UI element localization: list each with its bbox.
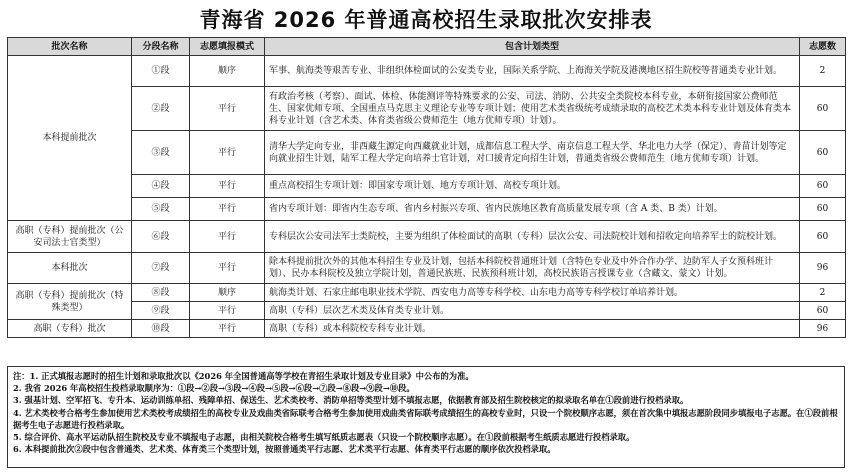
plan-types: 专科层次公安司法军士类院校，主要为组织了体检面试的高职（专科）层次公安、司法院校计划和招收定向培养军士的院校计划。 xyxy=(265,221,800,253)
fill-mode: 平行 xyxy=(190,198,265,221)
table-row xyxy=(8,198,846,221)
note-item: 2. 我省 2026 年高校招生投档录取顺序为：①段→②段→③段→④段→⑤段→⑥段→⑦段→⑧段→⑨段→⑩段。 xyxy=(13,383,415,394)
segment-name: ⑩段 xyxy=(132,320,190,338)
table-row xyxy=(8,320,846,338)
table-row xyxy=(8,175,846,198)
batch-name: 本科提前批次 xyxy=(8,56,132,221)
choice-count: 60 xyxy=(800,221,846,253)
plan-types: 军事、航海类等艰苦专业、非组织体检面试的公安类专业，国际关系学院、上海海关学院及港澳地区招生院校等普通类专业计划。 xyxy=(265,56,800,87)
choice-count: 60 xyxy=(800,131,846,175)
table-row xyxy=(8,56,846,87)
segment-name: ⑥段 xyxy=(132,221,190,253)
segment-name: ①段 xyxy=(132,56,190,87)
header-count: 志愿数 xyxy=(800,38,846,56)
table-row xyxy=(8,253,846,284)
plan-types: 高职（专科）或本科院校专科专业计划。 xyxy=(265,320,800,338)
segment-name: ⑦段 xyxy=(132,253,190,284)
batch-name: 本科批次 xyxy=(8,253,132,284)
fill-mode: 平行 xyxy=(190,87,265,131)
fill-mode: 平行 xyxy=(190,131,265,175)
note-item: 5. 综合评价、高水平运动队招生院校及专业不填报电子志愿，由相关院校合格考生填写纸质志愿表（只设一个院校顺序志愿）。在①段前根据考生纸质志愿进行投档录取。 xyxy=(13,432,635,443)
header-batch: 批次名称 xyxy=(8,38,132,56)
page-title: 青海省 2026 年普通高校招生录取批次安排表 xyxy=(199,8,653,32)
note-item: 4. 艺术类校考合格考生参加使用艺术类校考成绩招生的高校专业及戏曲类省际联考合格考生参加使用戏曲类省际联考成绩招生的高校专业时，只设一个院校顺序志愿，须在首次集中填报志愿阶段同步填报电子志愿。在①段前根据考生电子志愿进行投档录取。 xyxy=(13,407,838,430)
header-mode: 志愿填报模式 xyxy=(190,38,265,56)
choice-count: 96 xyxy=(800,253,846,284)
plan-types: 清华大学定向专业，非西藏生源定向西藏就业计划，成都信息工程大学、南京信息工程大学、华北电力大学（保定）、青苗计划等定向就业招生计划，陆军工程大学定向培养士官计划，对口援青定向招生计划，普通类省级公费师范生（地方优师专项）计划。 xyxy=(265,131,800,175)
choice-count: 60 xyxy=(800,175,846,198)
segment-name: ⑤段 xyxy=(132,198,190,221)
segment-name: ③段 xyxy=(132,131,190,175)
plan-types: 除本科提前批次外的其他本科招生专业及计划，包括本科院校普通班计划（含特色专业及中外合作办学、边防军人子女预科班计划）、民办本科院校及独立学院计划，普通民族班、民族预科班计划，高校民族语言授课专业（含藏文、蒙文）计划。 xyxy=(265,253,800,284)
header-plan-type: 包含计划类型 xyxy=(265,38,800,56)
segment-name: ⑧段 xyxy=(132,284,190,302)
table-row xyxy=(8,302,846,320)
plan-types: 高职（专科）层次艺术类及体育类专业计划。 xyxy=(265,302,800,320)
choice-count: 60 xyxy=(800,198,846,221)
batch-name: 高职（专科）提前批次（公安司法士官类型） xyxy=(8,221,132,253)
fill-mode: 平行 xyxy=(190,302,265,320)
fill-mode: 平行 xyxy=(190,221,265,253)
note-item: 3. 强基计划、空军招飞、专升本、运动训练单招、残障单招、保送生、艺术类校考、消防单招等类型计划不填报志愿，依据教育部及招生院校核定的拟录取名单在①段前进行投档录取。 xyxy=(13,395,689,406)
segment-name: ②段 xyxy=(132,87,190,131)
segment-name: ④段 xyxy=(132,175,190,198)
batch-name: 高职（专科）批次 xyxy=(8,320,132,338)
notes-section xyxy=(7,366,845,468)
segment-name: ⑨段 xyxy=(132,302,190,320)
batch-name: 高职（专科）提前批次（特殊类型） xyxy=(8,284,132,320)
table-row xyxy=(8,87,846,131)
choice-count: 2 xyxy=(800,56,846,87)
note-item: 注：1. 正式填报志愿时的招生计划和录取批次以《2026 年全国普通高等学校在青招生录取计划及专业目录》中公布的为准。 xyxy=(13,371,474,381)
fill-mode: 顺序 xyxy=(190,56,265,87)
fill-mode: 顺序 xyxy=(190,284,265,302)
plan-types: 省内专项计划：即省内生态专项、省内乡村振兴专项、省内民族地区教育高质量发展专项（含 A 类、B 类）计划。 xyxy=(265,198,800,221)
plan-types: 航海类计划、石家庄邮电职业技术学院、西安电力高等专科学校、山东电力高等专科学校订单培养计划。 xyxy=(265,284,800,302)
table-row xyxy=(8,221,846,253)
choice-count: 2 xyxy=(800,284,846,302)
fill-mode: 平行 xyxy=(190,253,265,284)
table-row xyxy=(8,131,846,175)
table-row xyxy=(8,284,846,302)
plan-types: 有政治考核（考察）、面试、体检、体能测评等特殊要求的公安、司法、消防、公共安全类院校本科专业，本研衔接国家公费师范生、国家优师专项、全国重点马克思主义理论专业等专项计划；使用艺术类省级统考成绩录取的高校艺术类本科专业计划及体育类本科专业计划（含艺术类、体育类省级公费师范生（地方优师专项）计划）。 xyxy=(265,87,800,131)
plan-types: 重点高校招生专项计划：即国家专项计划、地方专项计划、高校专项计划。 xyxy=(265,175,800,198)
choice-count: 60 xyxy=(800,302,846,320)
table-header-row xyxy=(8,38,846,56)
fill-mode: 平行 xyxy=(190,320,265,338)
choice-count: 96 xyxy=(800,320,846,338)
note-item: 6. 本科提前批次②段中包含普通类、艺术类、体育类三个类型计划，按照普通类平行志愿、艺术类平行志愿、体育类平行志愿的顺序依次投档录取。 xyxy=(13,444,556,455)
header-segment: 分段名称 xyxy=(132,38,190,56)
fill-mode: 平行 xyxy=(190,175,265,198)
admission-batch-table xyxy=(7,37,846,338)
choice-count: 60 xyxy=(800,87,846,131)
